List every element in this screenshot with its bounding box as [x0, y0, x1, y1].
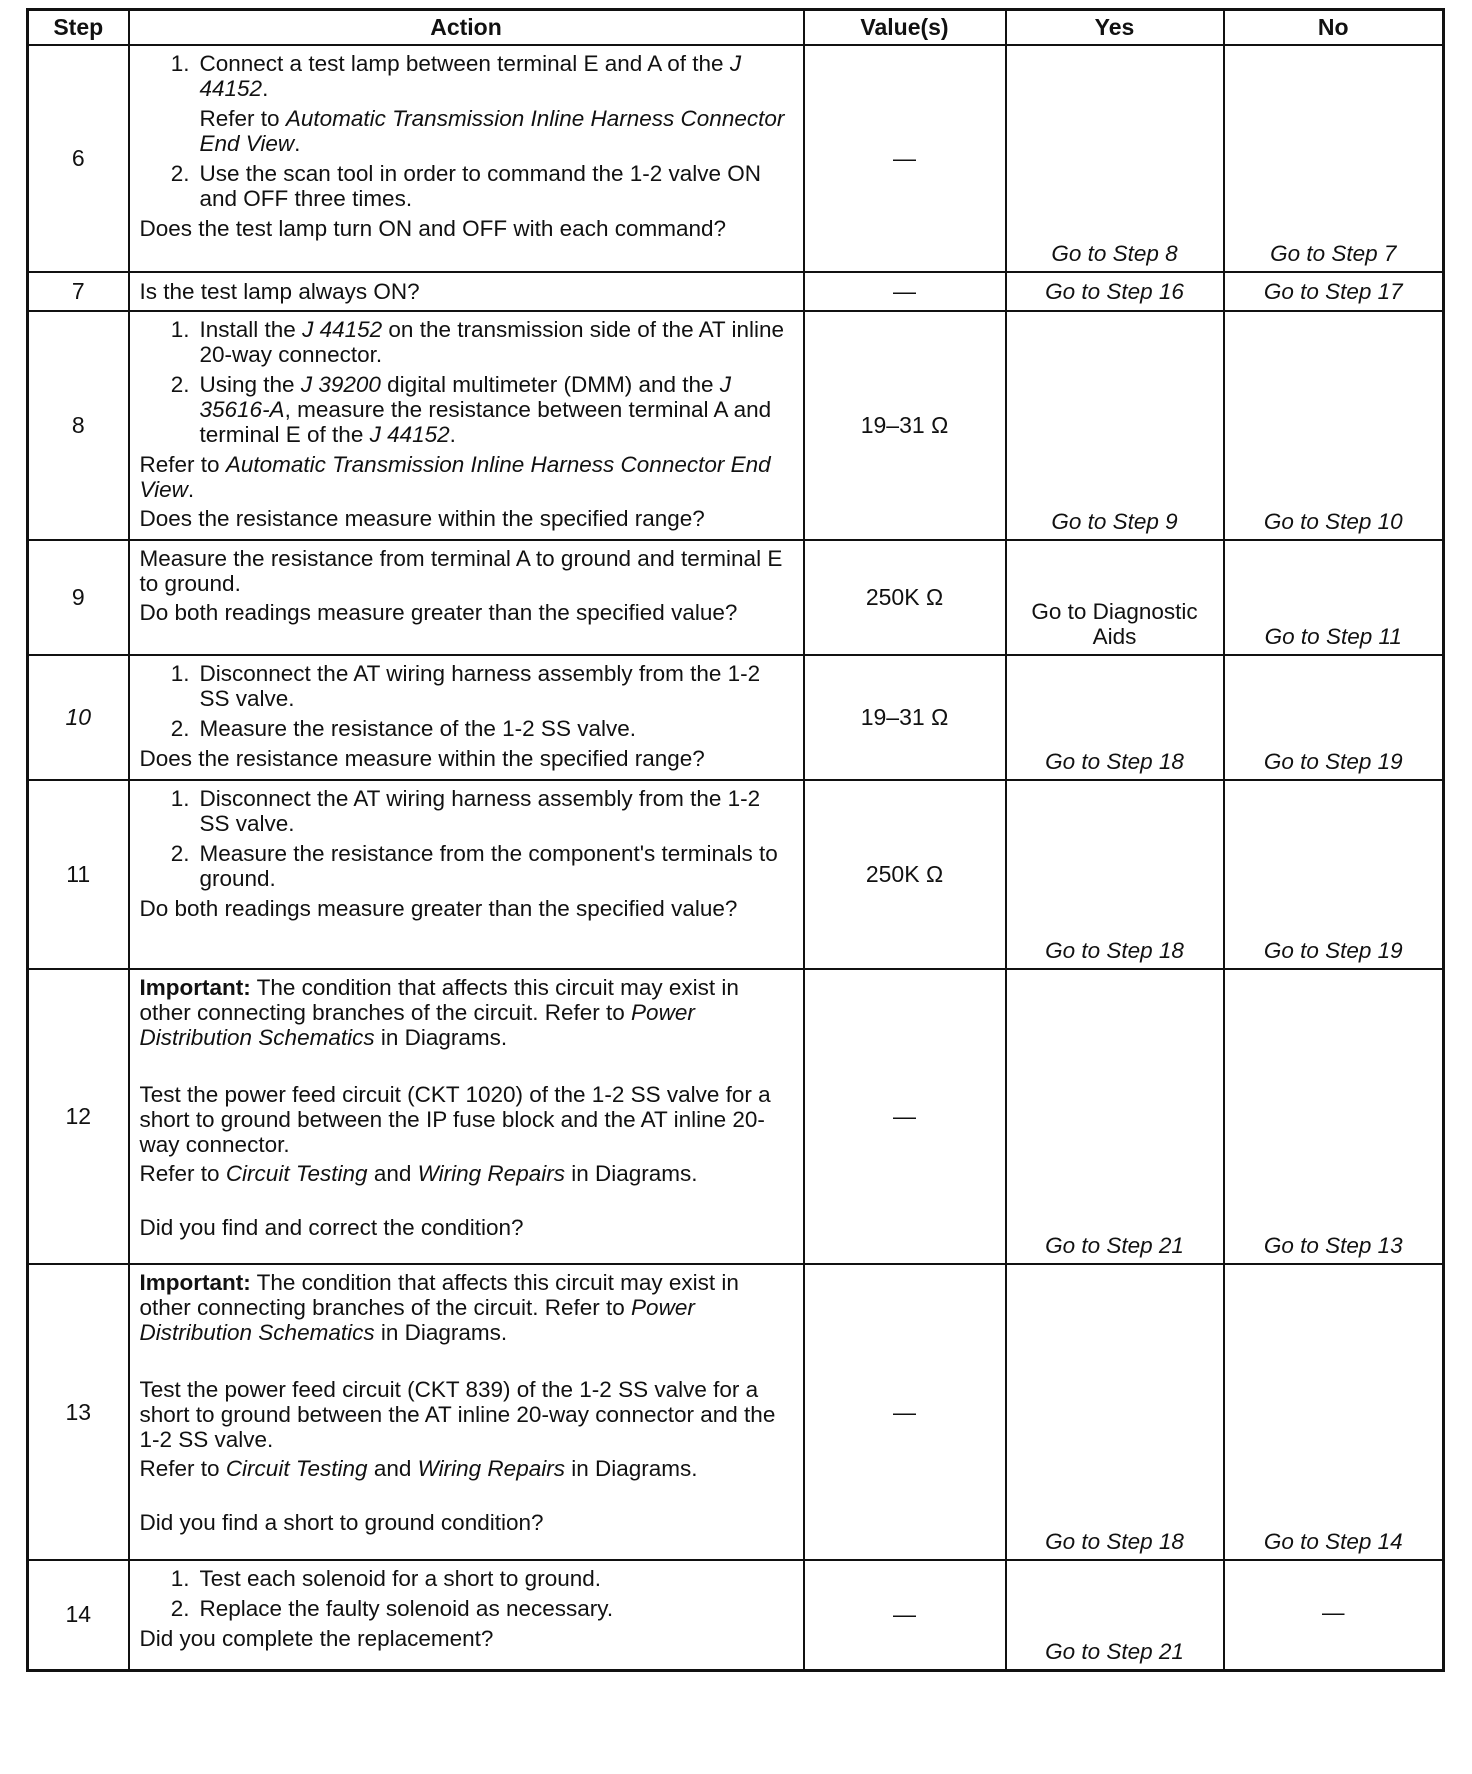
- step-number: 10: [28, 655, 129, 780]
- yes-cell: Go to Step 18: [1006, 1264, 1224, 1560]
- tool-ref: J 44152: [302, 317, 383, 342]
- question: Do both readings measure greater than the specified value?: [139, 896, 738, 921]
- no-cell: Go to Step 14: [1224, 1264, 1444, 1560]
- action-cell: [129, 780, 804, 969]
- table-row-step-13: [28, 1264, 1444, 1560]
- tool-ref: J 39200: [300, 372, 381, 397]
- action-cell: [129, 45, 804, 272]
- reference-note: Refer to Circuit Testing and Wiring Repairs in Diagrams.: [139, 1161, 698, 1186]
- value-cell: —: [804, 1264, 1006, 1560]
- yes-cell: Go to Diagnostic Aids: [1006, 540, 1224, 655]
- list-item: 2. Replace the faulty solenoid as necessary.: [170, 1596, 614, 1621]
- step-number: 13: [28, 1264, 129, 1560]
- no-cell: Go to Step 11: [1224, 540, 1444, 655]
- important-note: Important: The condition that affects this circuit may exist in other connecting branches of the circuit. Refer to Power Distribution Schematics in Diagrams.: [139, 1270, 739, 1345]
- important-note: Important: The condition that affects this circuit may exist in other connecting branches of the circuit. Refer to Power Distribution Schematics in Diagrams.: [139, 975, 739, 1050]
- value-cell: 250K Ω: [804, 780, 1006, 969]
- yes-cell: Go to Step 8: [1006, 45, 1224, 272]
- header-step: Step: [28, 10, 129, 46]
- yes-cell: Go to Step 18: [1006, 655, 1224, 780]
- tool-ref: J 44152: [199, 51, 742, 101]
- header-row: [28, 10, 1444, 46]
- header-action: Action: [129, 10, 804, 46]
- step-number: 9: [28, 540, 129, 655]
- value-cell: —: [804, 45, 1006, 272]
- list-item: 1. Connect a test lamp between terminal E and A of the J 44152.: [170, 51, 742, 101]
- table-row-step-8: [28, 311, 1444, 540]
- test-instruction: Test the power feed circuit (CKT 839) of the 1-2 SS valve for a short to ground between the AT inline 20-way connector and the 1-2 SS valve.: [139, 1377, 776, 1452]
- value-cell: 250K Ω: [804, 540, 1006, 655]
- step-number: 14: [28, 1560, 129, 1670]
- instruction: Measure the resistance from terminal A to ground and terminal E to ground.: [139, 546, 783, 596]
- table-row-step-14: [28, 1560, 1444, 1670]
- no-cell: Go to Step 13: [1224, 969, 1444, 1264]
- question: Did you complete the replacement?: [139, 1626, 494, 1651]
- step-number: 8: [28, 311, 129, 540]
- action-cell: [129, 311, 804, 540]
- value-cell: —: [804, 272, 1006, 311]
- question: Is the test lamp always ON?: [139, 279, 420, 304]
- question: Does the test lamp turn ON and OFF with each command?: [139, 216, 727, 241]
- action-cell: [129, 1264, 804, 1560]
- list-item: 2. Measure the resistance from the component's terminals to ground.: [170, 841, 778, 891]
- action-cell: [129, 540, 804, 655]
- reference-note: Refer to Circuit Testing and Wiring Repairs in Diagrams.: [139, 1456, 698, 1481]
- list-item: 2. Using the J 39200 digital multimeter (DMM) and the J 35616-A, measure the resistance between terminal A and terminal E of the J 44152.: [170, 372, 772, 447]
- question: Does the resistance measure within the specified range?: [139, 746, 705, 771]
- action-cell: [129, 272, 804, 311]
- list-item: 2. Measure the resistance of the 1-2 SS valve.: [170, 716, 636, 741]
- no-cell: Go to Step 19: [1224, 780, 1444, 969]
- list-item: 2. Use the scan tool in order to command the 1-2 valve ON and OFF three times.: [170, 161, 762, 211]
- question: Does the resistance measure within the specified range?: [139, 506, 705, 531]
- step-number: 6: [28, 45, 129, 272]
- action-cell: [129, 1560, 804, 1670]
- table-row-step-11: [28, 780, 1444, 969]
- yes-cell: Go to Step 9: [1006, 311, 1224, 540]
- list-item: 1. Install the J 44152 on the transmission side of the AT inline 20-way connector.: [170, 317, 785, 367]
- yes-cell: Go to Step 21: [1006, 969, 1224, 1264]
- table-row-step-9: [28, 540, 1444, 655]
- yes-cell: Go to Step 16: [1006, 272, 1224, 311]
- list-item: 1. Disconnect the AT wiring harness assembly from the 1-2 SS valve.: [170, 661, 761, 711]
- yes-cell: Go to Step 21: [1006, 1560, 1224, 1670]
- action-cell: [129, 655, 804, 780]
- reference-note: Refer to Automatic Transmission Inline Harness Connector End View.: [139, 452, 771, 502]
- table-row-step-7: [28, 272, 1444, 311]
- question: Do both readings measure greater than the specified value?: [139, 600, 738, 625]
- test-instruction: Test the power feed circuit (CKT 1020) of the 1-2 SS valve for a short to ground between the IP fuse block and the AT inline 20-way connector.: [139, 1082, 771, 1157]
- header-no: No: [1224, 10, 1444, 46]
- value-cell: —: [804, 969, 1006, 1264]
- no-cell: Go to Step 7: [1224, 45, 1444, 272]
- value-cell: 19–31 Ω: [804, 311, 1006, 540]
- reference-note: Refer to Automatic Transmission Inline Harness Connector End View.: [199, 106, 785, 156]
- no-cell: —: [1224, 1560, 1444, 1670]
- no-cell: Go to Step 17: [1224, 272, 1444, 311]
- list-item: 1. Test each solenoid for a short to ground.: [170, 1566, 601, 1591]
- step-number: 7: [28, 272, 129, 311]
- table-row-step-12: [28, 969, 1444, 1264]
- header-yes: Yes: [1006, 10, 1224, 46]
- diagnostic-table: [26, 8, 1445, 1672]
- value-cell: —: [804, 1560, 1006, 1670]
- step-number: 12: [28, 969, 129, 1264]
- tool-ref: J 44152: [369, 422, 450, 447]
- header-values: Value(s): [804, 10, 1006, 46]
- table-row-step-10: [28, 655, 1444, 780]
- step-number: 11: [28, 780, 129, 969]
- table-row-step-6: [28, 45, 1444, 272]
- action-cell: [129, 969, 804, 1264]
- value-cell: 19–31 Ω: [804, 655, 1006, 780]
- no-cell: Go to Step 19: [1224, 655, 1444, 780]
- diagnostic-table-sheet: [26, 8, 1442, 1752]
- tool-ref: J 35616-A: [199, 372, 732, 422]
- yes-cell: Go to Step 18: [1006, 780, 1224, 969]
- list-item: 1. Disconnect the AT wiring harness assembly from the 1-2 SS valve.: [170, 786, 761, 836]
- question: Did you find and correct the condition?: [139, 1215, 524, 1240]
- no-cell: Go to Step 10: [1224, 311, 1444, 540]
- question: Did you find a short to ground condition?: [139, 1510, 544, 1535]
